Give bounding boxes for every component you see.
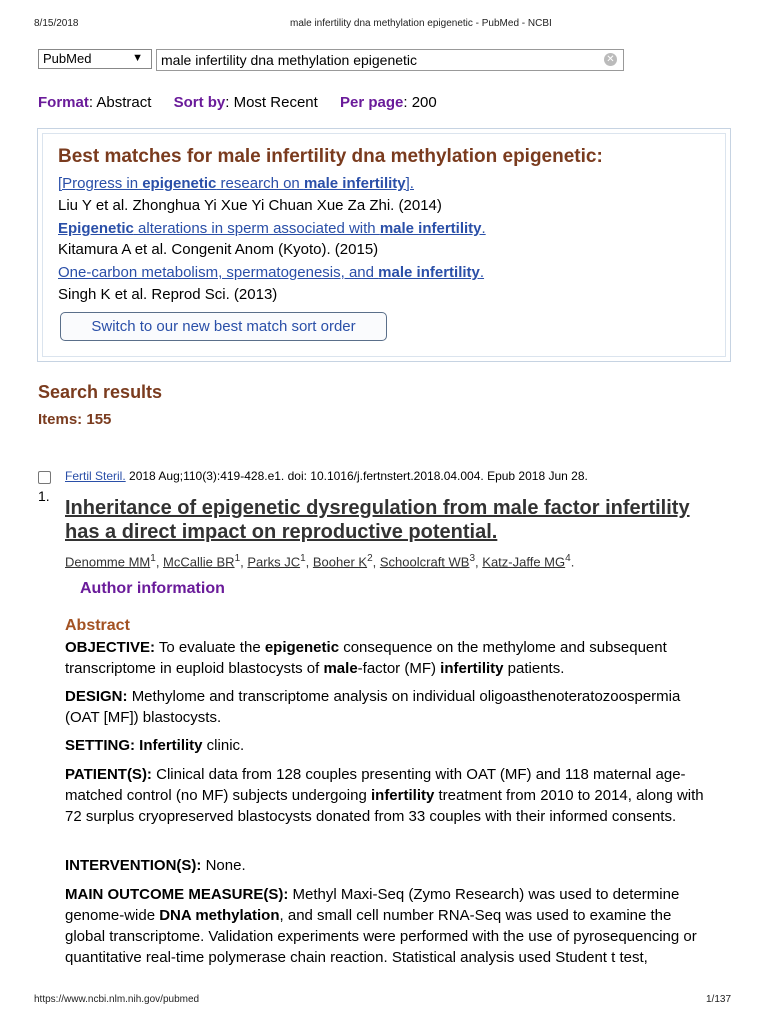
clear-icon[interactable]: ✕	[604, 53, 617, 66]
result-checkbox[interactable]	[38, 471, 51, 484]
search-input[interactable]	[156, 49, 624, 71]
author-link[interactable]: Schoolcraft WB	[379, 554, 470, 570]
best-match-cite-3: Singh K et al. Reprod Sci. (2013)	[58, 286, 278, 303]
print-url: https://www.ncbi.nlm.nih.gov/pubmed	[34, 994, 200, 1005]
format-label: Format	[38, 94, 89, 111]
author-link[interactable]: McCallie BR	[163, 554, 235, 570]
abstract-section	[65, 686, 715, 728]
result-number: 1.	[38, 488, 50, 504]
section-head: DESIGN:	[65, 688, 128, 705]
perpage-label: Per page	[339, 94, 404, 111]
citation-line	[65, 469, 588, 483]
author-information-toggle[interactable]: Author information	[80, 580, 225, 597]
section-text: Methylome and transcriptome analysis on individual oligoasthenoteratozoospermia (OAT [MF]) blastocysts.	[65, 688, 681, 726]
citation-details: 2018 Aug;110(3):419-428.e1. doi: 10.1016/j.fertnstert.2018.04.004. Epub 2018 Jun 28.	[125, 469, 588, 483]
affiliation-number: 3	[469, 553, 476, 564]
author-link[interactable]: Katz-Jaffe MG	[482, 554, 566, 570]
items-count: Items: 155	[38, 411, 112, 428]
database-select[interactable]	[38, 49, 152, 69]
section-head: PATIENT(S):	[65, 766, 152, 783]
section-text: Clinical data from 128 couples presenting with OAT (MF) and 118 maternal age-matched control (no MF) subjects undergoing infertility treatment from 2010 to 2014, along with 72 surplus cryopreserved blastocysts donated from 33 couples with their informed consents.	[65, 766, 704, 825]
abstract-section	[65, 884, 715, 968]
database-select-value: PubMed	[43, 51, 92, 66]
search-results-title: Search results	[38, 382, 163, 402]
section-text: Methyl Maxi-Seq (Zymo Research) was used to determine genome-wide DNA methylation, and small cell number RNA-Seq was used to examine the global transcriptome. Validation experiments were performed with the use of pyrosequencing or quantitative real-time polymerase chain reaction. Statistical analysis used Student t test,	[65, 886, 697, 966]
sort-label: Sort by	[173, 94, 226, 111]
perpage-value[interactable]: 200	[411, 94, 437, 111]
best-match-cite-2: Kitamura A et al. Congenit Anom (Kyoto). (2015)	[58, 241, 379, 258]
best-match-link-2[interactable]: Epigenetic alterations in sperm associated with male infertility.	[58, 220, 486, 237]
section-head: SETTING:	[65, 737, 135, 754]
section-head: MAIN OUTCOME MEASURE(S):	[65, 886, 289, 903]
author-link[interactable]: Parks JC	[247, 554, 301, 570]
section-text: To evaluate the epigenetic consequence on the methylome and subsequent transcriptome in euploid blastocysts of male-factor (MF) infertility patients.	[65, 639, 667, 677]
affiliation-number: 1	[150, 553, 156, 564]
print-page-title: male infertility dna methylation epigenetic - PubMed - NCBI	[290, 18, 552, 29]
affiliation-number: 4	[565, 553, 571, 564]
best-match-link-1[interactable]: [Progress in epigenetic research on male infertility].	[58, 175, 414, 192]
switch-sort-button[interactable]: Switch to our new best match sort order	[60, 312, 387, 341]
abstract-heading: Abstract	[65, 617, 130, 634]
abstract-section	[65, 764, 715, 827]
abstract-section	[65, 735, 715, 756]
section-text: None.	[205, 857, 246, 874]
search-query: male infertility dna methylation epigenetic	[161, 52, 418, 68]
abstract-section	[65, 637, 715, 679]
best-matches-title: Best matches for male infertility dna methylation epigenetic:	[58, 146, 603, 167]
section-text: Infertility clinic.	[139, 737, 245, 754]
affiliation-number: 1	[234, 553, 241, 564]
article-title-link[interactable]: Inheritance of epigenetic dysregulation from male factor infertility has a direct impact on reproductive potential.	[65, 497, 690, 543]
affiliation-number: 2	[367, 553, 373, 564]
best-match-link-3[interactable]: One-carbon metabolism, spermatogenesis, and male infertility.	[58, 264, 485, 281]
best-match-cite-1: Liu Y et al. Zhonghua Yi Xue Yi Chuan Xue Za Zhi. (2014)	[58, 197, 442, 214]
format-value[interactable]: Abstract	[96, 94, 152, 111]
author-link[interactable]: Booher K	[312, 554, 368, 570]
affiliation-number: 1	[300, 553, 306, 564]
section-head: INTERVENTION(S):	[65, 857, 202, 874]
sort-value[interactable]: Most Recent	[233, 94, 318, 111]
author-list: Denomme $MM^1$, McCallie $BR^1$, Parks $JC^1$, Booher $K^2$, Schoolcraft $WB^3$, Katz-Jaffe $MG^4$.	[65, 553, 575, 570]
print-date: 8/15/2018	[34, 18, 79, 29]
journal-link[interactable]: Fertil Steril.	[65, 469, 126, 483]
section-head: OBJECTIVE:	[65, 639, 156, 656]
author-link[interactable]: Denomme MM	[65, 554, 151, 570]
chevron-down-icon: ▼	[132, 52, 143, 64]
display-settings[interactable]: Format: Abstract Sort by: Most Recent Per page: 200	[38, 94, 437, 111]
abstract-section	[65, 855, 715, 876]
print-page-number: 1/137	[706, 994, 732, 1005]
